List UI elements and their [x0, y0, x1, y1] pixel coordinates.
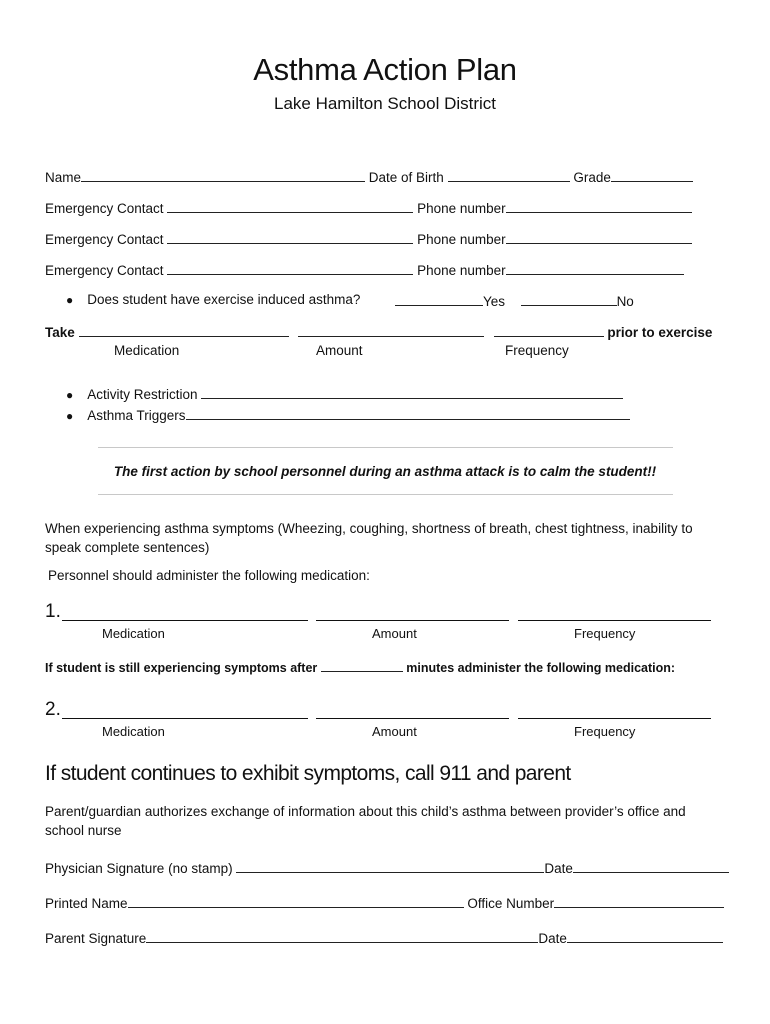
- parent-signature-label: Parent Signature: [45, 931, 147, 946]
- amount-caption: Amount: [316, 343, 363, 358]
- amount-2-caption: Amount: [372, 724, 417, 739]
- phone-number-field[interactable]: [506, 230, 692, 244]
- parent-signature-field[interactable]: [146, 929, 538, 943]
- symptoms-description: When experiencing asthma symptoms (Wheezing, coughing, shortness of breath, chest tightness, inability to speak complete sentences): [45, 521, 693, 555]
- emergency-contact-row: [45, 199, 692, 216]
- office-number-field[interactable]: [554, 894, 724, 908]
- activity-restriction-label: Activity Restriction: [87, 387, 198, 402]
- callout-bottom-rule: [98, 494, 673, 495]
- frequency-1-caption: Frequency: [574, 626, 636, 641]
- emergency-contact-field[interactable]: [167, 199, 413, 213]
- yes-field[interactable]: [395, 292, 483, 306]
- amount-1-caption: Amount: [372, 626, 417, 641]
- exercise-question-row: [66, 292, 360, 307]
- phone-number-label: Phone number: [417, 263, 506, 278]
- frequency-2-caption: Frequency: [574, 724, 636, 739]
- asthma-triggers-row: [66, 406, 630, 423]
- phone-number-label: Phone number: [417, 232, 506, 247]
- district-subtitle: Lake Hamilton School District: [273, 94, 497, 113]
- parent-date-field[interactable]: [567, 929, 723, 943]
- exercise-question: Does student have exercise induced asthma?: [87, 292, 361, 307]
- phone-number-field[interactable]: [506, 261, 684, 275]
- phone-number-label: Phone number: [417, 201, 506, 216]
- amount-2-field[interactable]: [316, 718, 509, 719]
- medication-2-caption: Medication: [102, 724, 165, 739]
- followup-row: [45, 660, 675, 675]
- amount-1-field[interactable]: [316, 620, 509, 621]
- medication-caption: Medication: [114, 343, 180, 358]
- emergency-contact-label: Emergency Contact: [45, 232, 164, 247]
- exercise-frequency-field[interactable]: [494, 323, 604, 337]
- exercise-medication-field[interactable]: [79, 323, 289, 337]
- medication-2-field[interactable]: [62, 718, 308, 719]
- name-label: Name: [45, 170, 82, 185]
- medication-1-number: 1.: [45, 601, 61, 622]
- bullet-icon: ●: [66, 409, 74, 423]
- date-label: Date: [544, 861, 573, 876]
- asthma-triggers-label: Asthma Triggers: [87, 408, 186, 423]
- frequency-2-field[interactable]: [518, 718, 711, 719]
- callout-top-rule: [98, 447, 673, 448]
- printed-name-field[interactable]: [128, 894, 464, 908]
- yes-label: Yes: [483, 294, 506, 309]
- medication-1-field[interactable]: [62, 620, 308, 621]
- office-number-label: Office Number: [467, 896, 555, 911]
- physician-signature-row: [45, 859, 729, 876]
- printed-name-row: [45, 894, 724, 911]
- activity-restriction-row: [66, 385, 623, 402]
- medication-1-caption: Medication: [102, 626, 165, 641]
- followup-after-label: minutes administer the following medication:: [406, 661, 676, 675]
- activity-restriction-field[interactable]: [201, 385, 623, 399]
- emergency-contact-label: Emergency Contact: [45, 263, 164, 278]
- emergency-contact-field[interactable]: [167, 261, 413, 275]
- exercise-amount-field[interactable]: [298, 323, 484, 337]
- administer-instruction: Personnel should administer the following medication:: [48, 568, 370, 583]
- dob-field[interactable]: [448, 168, 570, 182]
- grade-field[interactable]: [611, 168, 693, 182]
- grade-label: Grade: [573, 170, 611, 185]
- printed-name-label: Printed Name: [45, 896, 128, 911]
- student-info-row: [45, 168, 693, 185]
- minutes-field[interactable]: [321, 660, 403, 672]
- page-title: Asthma Action Plan: [253, 52, 517, 87]
- take-label: Take: [45, 325, 75, 340]
- emergency-contact-field[interactable]: [167, 230, 413, 244]
- emergency-contact-label: Emergency Contact: [45, 201, 164, 216]
- no-label: No: [616, 294, 634, 309]
- frequency-caption: Frequency: [505, 343, 569, 358]
- medication-2-number: 2.: [45, 699, 61, 720]
- dob-label: Date of Birth: [368, 170, 444, 185]
- call-911-heading: If student continues to exhibit symptoms, call 911 and parent: [45, 762, 571, 785]
- name-field[interactable]: [81, 168, 365, 182]
- date-label: Date: [538, 931, 567, 946]
- physician-signature-label: Physician Signature (no stamp): [45, 861, 233, 876]
- bullet-icon: ●: [66, 293, 74, 307]
- phone-number-field[interactable]: [506, 199, 692, 213]
- parent-signature-row: [45, 929, 723, 946]
- prior-to-exercise-label: prior to exercise: [607, 325, 713, 340]
- bullet-icon: ●: [66, 388, 74, 402]
- no-field[interactable]: [521, 292, 617, 306]
- exercise-answer-row: [395, 292, 634, 309]
- physician-date-field[interactable]: [573, 859, 729, 873]
- calm-student-callout: The first action by school personnel during an asthma attack is to calm the student!!: [113, 464, 657, 479]
- emergency-contact-row: [45, 230, 692, 247]
- asthma-triggers-field[interactable]: [186, 406, 630, 420]
- followup-before-label: If student is still experiencing symptoms after: [45, 661, 318, 675]
- emergency-contact-row: [45, 261, 684, 278]
- authorization-text: Parent/guardian authorizes exchange of information about this child’s asthma between provider’s office and school nurse: [45, 804, 686, 838]
- frequency-1-field[interactable]: [518, 620, 711, 621]
- physician-signature-field[interactable]: [236, 859, 544, 873]
- take-row: [45, 323, 712, 340]
